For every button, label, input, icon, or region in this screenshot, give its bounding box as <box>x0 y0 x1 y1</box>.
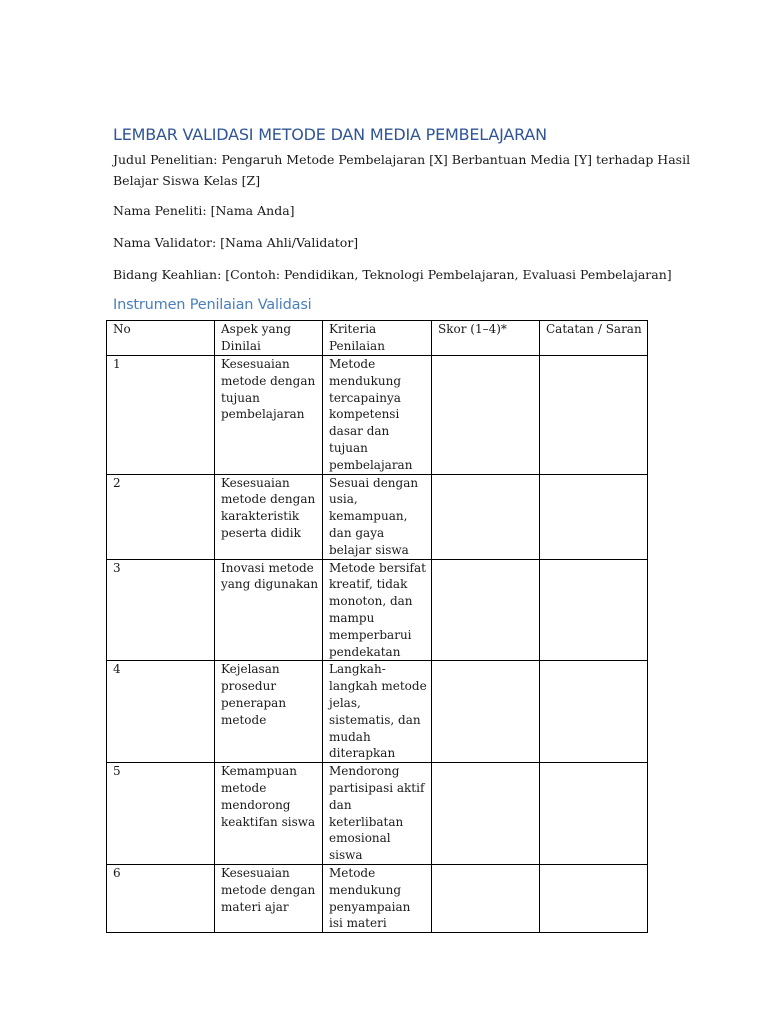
table-row <box>107 864 648 932</box>
cell-skor[interactable] <box>432 356 540 475</box>
cell-aspek: Kesesuaian metode dengan materi ajar <box>215 864 323 932</box>
nama-validator: Nama Validator: [Nama Ahli/Validator] <box>113 235 359 250</box>
cell-no: 2 <box>107 474 215 559</box>
validation-table <box>106 320 648 933</box>
cell-aspek: Kesesuaian metode dengan karakteristik peserta didik <box>215 474 323 559</box>
table-row <box>107 474 648 559</box>
table-row <box>107 356 648 475</box>
header-aspek: Aspek yang Dinilai <box>215 321 323 356</box>
table-row <box>107 661 648 763</box>
cell-no: 6 <box>107 864 215 932</box>
section-title: Instrumen Penilaian Validasi <box>113 297 312 313</box>
cell-no: 5 <box>107 763 215 865</box>
header-catatan: Catatan / Saran <box>540 321 648 356</box>
header-kriteria: Kriteria Penilaian <box>323 321 432 356</box>
cell-no: 3 <box>107 559 215 661</box>
cell-catatan[interactable] <box>540 474 648 559</box>
cell-kriteria: Metode bersifat kreatif, tidak monoton, dan mampu memperbarui pendekatan <box>323 559 432 661</box>
judul-penelitian <box>113 149 691 191</box>
cell-aspek: Inovasi metode yang digunakan <box>215 559 323 661</box>
cell-kriteria: Metode mendukung tercapainya kompetensi dasar dan tujuan pembelajaran <box>323 356 432 475</box>
cell-skor[interactable] <box>432 661 540 763</box>
cell-catatan[interactable] <box>540 559 648 661</box>
cell-aspek: Kejelasan prosedur penerapan metode <box>215 661 323 763</box>
header-no: No <box>107 321 215 356</box>
cell-catatan[interactable] <box>540 661 648 763</box>
table-row <box>107 763 648 865</box>
table-header-row <box>107 321 648 356</box>
cell-skor[interactable] <box>432 864 540 932</box>
nama-peneliti: Nama Peneliti: [Nama Anda] <box>113 203 295 218</box>
judul-line-2: Belajar Siswa Kelas [Z] <box>113 173 261 188</box>
cell-no: 4 <box>107 661 215 763</box>
cell-kriteria: Sesuai dengan usia, kemampuan, dan gaya belajar siswa <box>323 474 432 559</box>
cell-catatan[interactable] <box>540 763 648 865</box>
cell-catatan[interactable] <box>540 356 648 475</box>
cell-kriteria: Metode mendukung penyampaian isi materi <box>323 864 432 932</box>
cell-aspek: Kemampuan metode mendorong keaktifan siswa <box>215 763 323 865</box>
document-title: LEMBAR VALIDASI METODE DAN MEDIA PEMBELAJARAN <box>113 125 547 144</box>
cell-skor[interactable] <box>432 474 540 559</box>
judul-line-1: Judul Penelitian: Pengaruh Metode Pembelajaran [X] Berbantuan Media [Y] terhadap Hasil <box>113 152 691 167</box>
cell-catatan[interactable] <box>540 864 648 932</box>
header-skor: Skor (1–4)* <box>432 321 540 356</box>
cell-kriteria: Mendorong partisipasi aktif dan keterlibatan emosional siswa <box>323 763 432 865</box>
cell-no: 1 <box>107 356 215 475</box>
table-row <box>107 559 648 661</box>
cell-skor[interactable] <box>432 763 540 865</box>
cell-aspek: Kesesuaian metode dengan tujuan pembelajaran <box>215 356 323 475</box>
bidang-keahlian: Bidang Keahlian: [Contoh: Pendidikan, Teknologi Pembelajaran, Evaluasi Pembelajaran] <box>113 267 672 282</box>
cell-kriteria: Langkah-langkah metode jelas, sistematis, dan mudah diterapkan <box>323 661 432 763</box>
cell-skor[interactable] <box>432 559 540 661</box>
